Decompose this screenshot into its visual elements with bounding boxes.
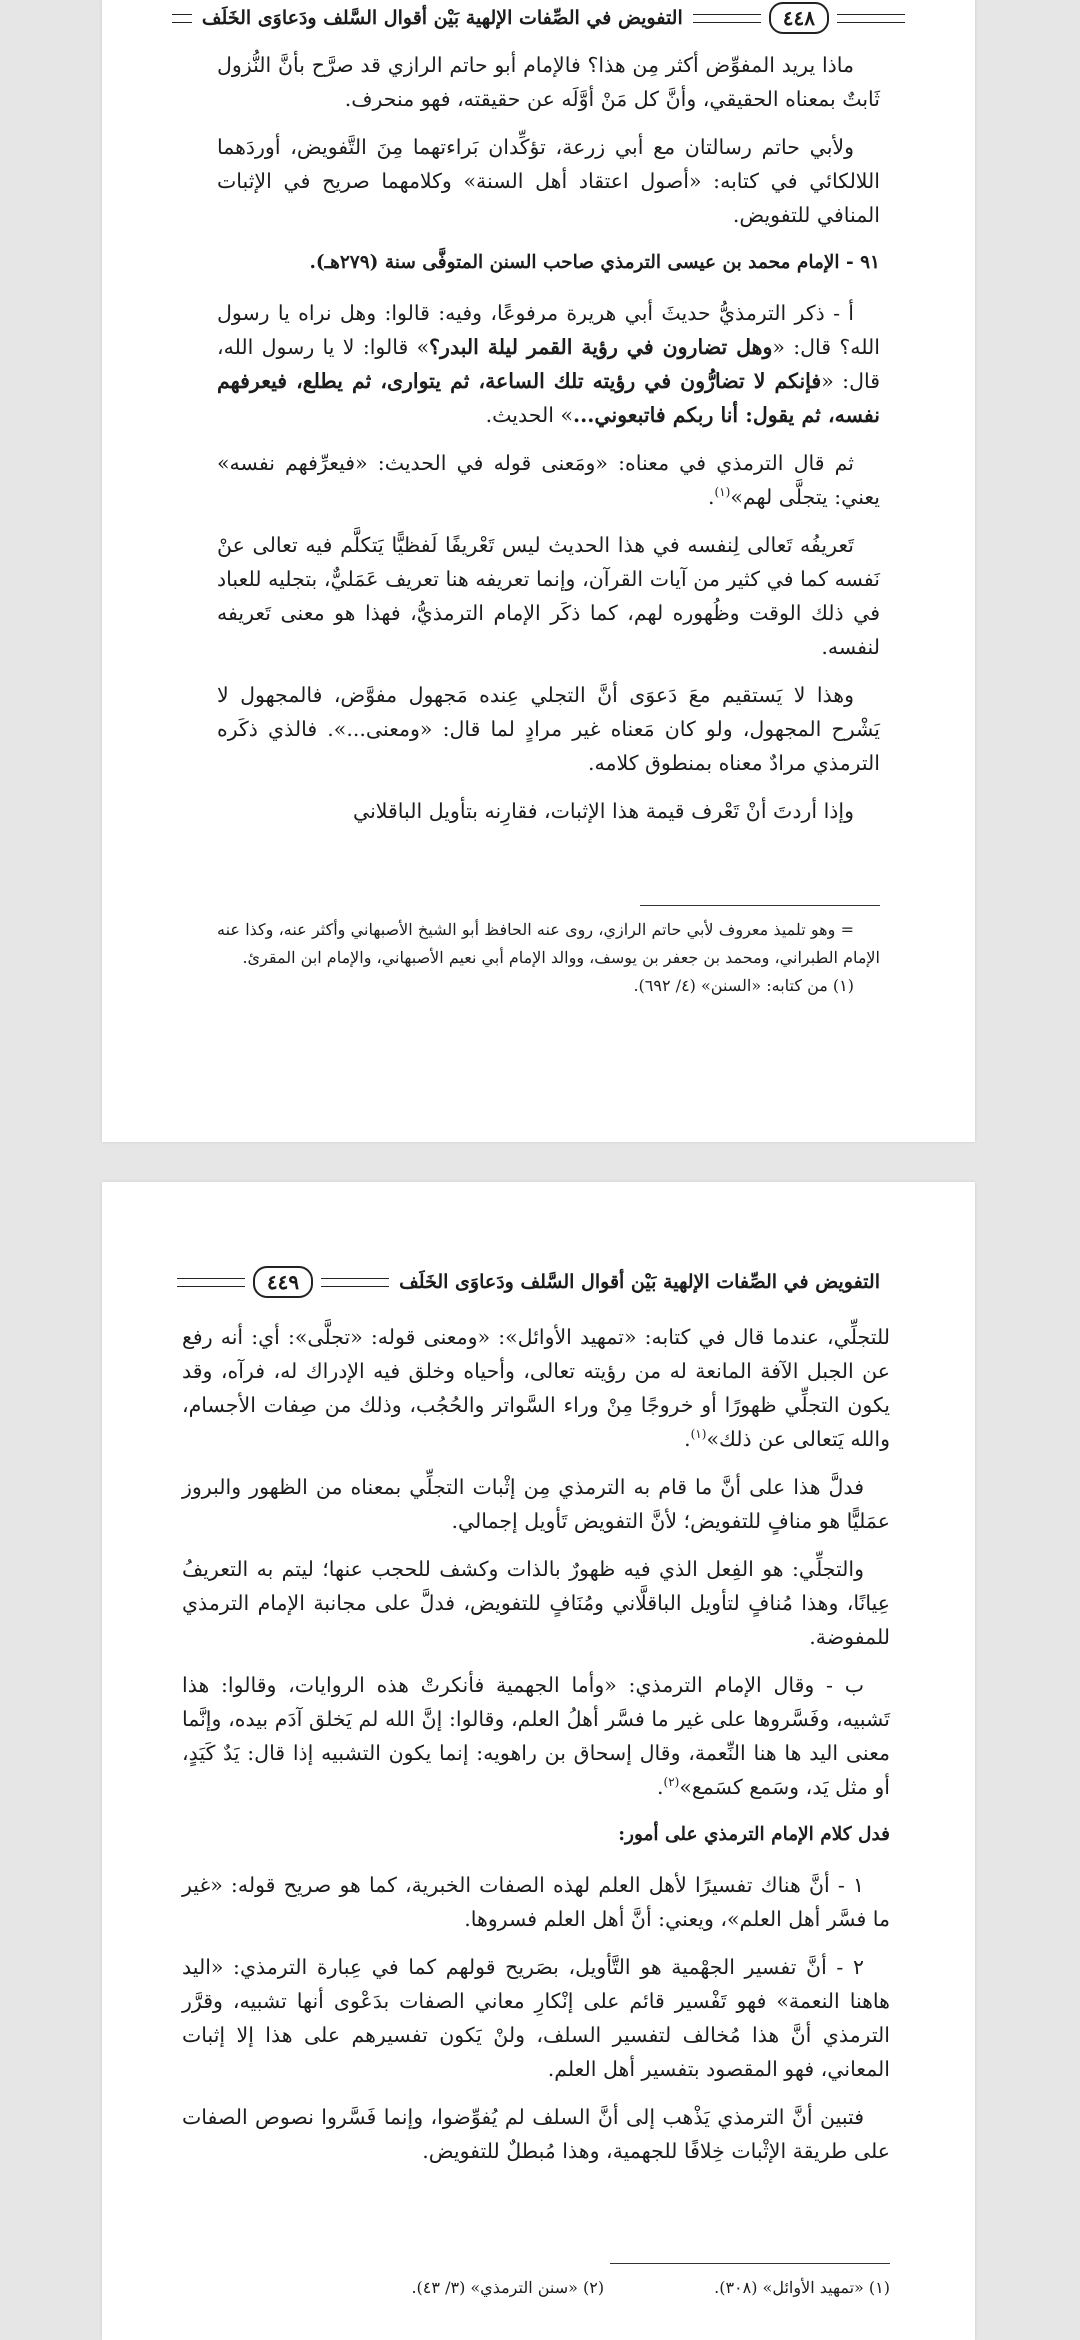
header-rule bbox=[172, 14, 192, 23]
paragraph-hadith bbox=[217, 296, 880, 432]
header-rule bbox=[177, 1278, 245, 1287]
paragraph: والتجلِّي: هو الفِعل الذي فيه ظهورٌ بالذات وكشف للحجب عنها؛ ليتم به التعريفُ عِيانًا، وهذا مُنافٍ لتأويل الباقلَّاني ومُنَافٍ للتفويض، فدلَّ على مجانبة الإمام الترمذي للمفوضة. bbox=[182, 1557, 890, 1649]
footnote-ref: (١) bbox=[690, 1427, 707, 1442]
paragraph: ب - وقال الإمام الترمذي: «وأما الجهمية فأنكرتْ هذه الروايات، وقالوا: هذا تَشبيه، وفَسَّروها على غير ما فسَّر أهلُ العلم، وقالوا: إنَّ الله لم يَخلق آدَم بيده، وإنَّما معنى اليد ها هنا النِّعمة، وقال إسحاق بن راهويه: إنما يكون التشبيه إذا قال: يَدٌ كَيَدٍ، أو مثل يَد، وسَمع كسَمع»$^{(٢)}$. bbox=[182, 1673, 890, 1799]
point-item: ١ - أنَّ هناك تفسيرًا لأهل العلم لهذه الصفات الخبرية، كما هو صريح قوله: «غير ما فسَّر أهل العلم»، ويعني: أنَّ أهل العلم فسروها. bbox=[182, 1873, 890, 1931]
footnote-row bbox=[182, 2274, 890, 2302]
footnote: (١) من كتابه: «السنن» (٤/ ٦٩٢). bbox=[633, 976, 854, 995]
footnote-ref: (٢) bbox=[663, 1775, 680, 1790]
bold-quote: فإنكم لا تضارُّون في رؤيته تلك الساعة، ثم يتوارى، ثم يطلع، فيعرفهم نفسه، ثم يقول: أنا ربكم فاتبعوني... bbox=[217, 369, 880, 427]
section-heading: فدل كلام الإمام الترمذي على أمور: bbox=[618, 1824, 890, 1845]
paragraph: ماذا يريد المفوِّض أكثر مِن هذا؟ فالإمام أبو حاتم الرازي قد صرَّح بأنَّ النُّزول ثَابتٌ بمعناه الحقيقي، وأنَّ كل مَنْ أوَّلَه عن حقيقته، فهو منحرف. bbox=[217, 53, 880, 111]
text-run: أ - ذكر الترمذيُّ حديثَ أبي هريرة مرفوعًا، وفيه: قالوا: وهل نراه يا رسول الله؟ قال: « bbox=[217, 301, 881, 359]
page-448 bbox=[102, 0, 975, 1142]
footnote-rule bbox=[640, 905, 880, 906]
paragraph: ولأبي حاتم رسالتان مع أبي زرعة، تؤكِّدان بَراءتهما مِنَ التَّفويض، أوردَهما اللالكائي في كتابه: «أصول اعتقاد أهل السنة» وكلامهما صريح في الإثبات المنافي للتفويض. bbox=[217, 135, 880, 227]
page-body bbox=[182, 1320, 890, 2182]
page-header bbox=[187, 1266, 890, 1298]
page-header bbox=[172, 2, 905, 34]
header-rule bbox=[321, 1278, 389, 1287]
paragraph: تَعريفُه تَعالى لِنفسه في هذا الحديث ليس تَعْريفًا لَفظيًّا يَتكلَّم فيه تعالى عنْ نَفسه كما في كثير من آيات القرآن، وإنما تعريفه هنا تعريف عَمَليٌّ، بتجليه للعباد في ذلك الوقت وظُهوره لهم، كما ذكَر الإمام الترمذيُّ، فهذا هو معنى تَعريفه لنفسه. bbox=[217, 533, 880, 659]
text-run: للتجلِّي، عندما قال في كتابه: «تمهيد الأوائل»: «ومعنى قوله: «تجلَّى»: أي: أنه رفع عن الجبل الآفة المانعة له من رؤيته تعالى، وأحياه وخلق فيه الإدراك له، فرآه، وقد يكون التجلِّي ظهورًا أو خروجًا مِنْ وراء السَّواتر والحُجُب، وذلك من صِفات الأجسام، والله يَتعالى عن ذلك» bbox=[182, 1325, 890, 1451]
text-run: » الحديث. bbox=[485, 403, 574, 427]
text-run: » قالوا: لا يا رسول الله، قال: « bbox=[217, 335, 881, 393]
paragraph: ثم قال الترمذي في معناه: «ومَعنى قوله في الحديث: «فيعرِّفهم نفسه» يعني: يتجلَّى لهم»$^{(١)}$. bbox=[217, 451, 880, 509]
footnote-ref: (١) bbox=[714, 485, 731, 500]
header-rule bbox=[837, 14, 905, 23]
point-item: ٢ - أنَّ تفسير الجهْمية هو التَّأويل، بصَريح قولهم كما في عِبارة الترمذي: «اليد هاهنا النعمة» فهو تَفْسير قائم على إنْكارِ معاني الصفات بدَعْوى أنها تشبيه، وقرَّر الترمذي أنَّ هذا مُخالف لتفسير السلف، ولنْ يَكون تفسيرهم على هذا إلا إثبات المعاني، فهو المقصود بتفسير أهل العلم. bbox=[182, 1955, 890, 2081]
footnote: (١) «تمهيد الأوائل» (٣٠٨). bbox=[714, 2278, 890, 2297]
page-number: ٤٤٨ bbox=[769, 2, 829, 34]
footnotes bbox=[217, 905, 880, 1000]
header-rule bbox=[693, 14, 761, 23]
section-heading: ٩١ - الإمام محمد بن عيسى الترمذي صاحب السنن المتوفَّى سنة (٢٧٩هـ). bbox=[309, 252, 880, 273]
paragraph: للتجلِّي، عندما قال في كتابه: «تمهيد الأوائل»: «ومعنى قوله: «تجلَّى»: أي: أنه رفع عن الجبل الآفة المانعة له من رؤيته تعالى، وأحياه وخلق فيه الإدراك له، فرآه، وقد يكون التجلِّي ظهورًا أو خروجًا مِنْ وراء السَّواتر والحُجُب، وذلك من صِفات الأجسام، والله يَتعالى عن ذلك»$^{(١)}$. bbox=[182, 1325, 890, 1451]
footnote-rule bbox=[610, 2263, 890, 2264]
footnote-continued: = وهو تلميذ معروف لأبي حاتم الرازي، روى عنه الحافظ أبو الشيخ الأصبهاني وأكثر عنه، وكذا عنه الإمام الطبراني، ومحمد بن جعفر بن يوسف، ووالد الإمام أبي نعيم الأصبهاني، والإمام ابن المقرئ. bbox=[217, 920, 880, 967]
page-number: ٤٤٩ bbox=[253, 1266, 313, 1298]
footnote: (٢) «سنن الترمذي» (٣/ ٤٣). bbox=[411, 2278, 605, 2297]
text-run: ب - وقال الإمام الترمذي: «وأما الجهمية فأنكرتْ هذه الروايات، وقالوا: هذا تَشبيه، وفَسَّروها على غير ما فسَّر أهلُ العلم، وقالوا: إنَّ الله لم يَخلق آدَم بيده، وإنَّما معنى اليد ها هنا النِّعمة، وقال إسحاق بن راهويه: إنما يكون التشبيه إذا قال: يَدٌ كَيَدٍ، أو مثل يَد، وسَمع كسَمع» bbox=[182, 1673, 890, 1799]
footnotes bbox=[182, 2263, 890, 2302]
paragraph: وإذا أردتَ أنْ تَعْرف قيمة هذا الإثبات، فقارِنه بتأويل الباقلاني bbox=[352, 799, 854, 823]
page-449 bbox=[102, 1182, 975, 2340]
text-run: ثم قال الترمذي في معناه: «ومَعنى قوله في الحديث: «فيعرِّفهم نفسه» يعني: يتجلَّى لهم» bbox=[217, 451, 880, 509]
paragraph: فتبين أنَّ الترمذي يَذْهب إلى أنَّ السلف لم يُفوِّضوا، وإنما فَسَّروا نصوص الصفات على طريقة الإثْبات خِلافًا للجهمية، وهذا مُبطلٌ للتفويض. bbox=[182, 2105, 890, 2163]
page-body bbox=[217, 48, 880, 842]
running-title: التفويض في الصِّفات الإلهية بَيْن أقوال السَّلف ودَعاوَى الخَلَف bbox=[399, 1271, 880, 1293]
bold-quote: وهل تضارون في رؤية القمر ليلة البدر؟ bbox=[429, 335, 773, 359]
running-title: التفويض في الصِّفات الإلهية بَيْن أقوال السَّلف ودَعاوَى الخَلَف bbox=[201, 7, 683, 29]
paragraph: فدلَّ هذا على أنَّ ما قام به الترمذي مِن إثْبات التجلِّي بمعناه من الظهور والبروز عمَليًّا هو منافٍ للتفويض؛ لأنَّ التفويض تَأويل إجمالي. bbox=[182, 1475, 890, 1533]
paragraph: وهذا لا يَستقيم معَ دَعوَى أنَّ التجلي عِنده مَجهول مفوَّض، فالمجهول لا يَشْرح المجهول، ولو كان مَعناه غير مرادٍ لما قال: «ومعنى...». فالذي ذكَره الترمذي مرادٌ معناه بمنطوق كلامه. bbox=[217, 683, 880, 775]
